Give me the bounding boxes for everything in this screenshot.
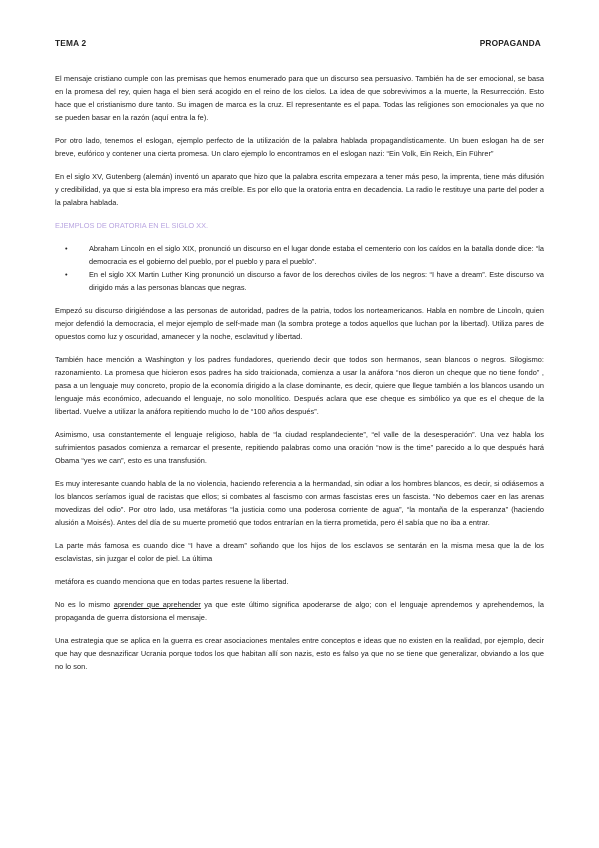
list-item-text: En el siglo XX Martin Luther King pronunció un discurso a favor de los derechos civiles de los negros: “I have a dream”. Este discurso va dirigido más a las personas blancas que negras. xyxy=(89,270,544,292)
bullet-icon: • xyxy=(65,270,68,279)
paragraph-lenguaje-religioso: Asimismo, usa constantemente el lenguaje religioso, habla de “la ciudad resplandeciente”, “el valle de la desesperación”. Una vez habla los sufrimientos pasados comienza a remarcar el presente, repitiendo palabras como una oración “now is the time” parecido a lo que después hará Obama “yes we can”, esto es una transfusión. xyxy=(55,430,544,465)
list-item-text: Abraham Lincoln en el siglo XIX, pronunció un discurso en el lugar donde estaba el cementerio con los caídos en la batalla donde dice: “la democracia es el gobierno del pueblo, por el pueblo y para el pueblo”. xyxy=(89,244,544,266)
underlined-phrase: aprender que aprehender xyxy=(113,600,201,609)
paragraph-metafora-libertad: metáfora es cuando menciona que en todas partes resuene la libertad. xyxy=(55,577,289,586)
paragraph-imprenta: En el siglo XV, Gutenberg (alemán) inventó un aparato que hizo que la palabra escrita empezara a tener más peso, la imprenta, tiene más difusión y credibilidad, ya que si esta bla impreso era más creíble. Es por ello que la oratoria entra en decadencia. La radio le restituye una parte del poder a la palabra hablada. xyxy=(55,172,544,207)
header-title: PROPAGANDA xyxy=(479,38,541,48)
section-heading: EJEMPLOS DE ORATORIA EN EL SIGLO XX. xyxy=(55,221,209,230)
paragraph-estrategia-guerra: Una estrategia que se aplica en la guerra es crear asociaciones mentales entre conceptos e ideas que no existen en la realidad, por ejemplo, decir que hay que desnazificar Ucrania porque todos los que habitan allí son nazis, esto es falso ya que no se tiene que generalizar, obviando a los que no lo son. xyxy=(55,636,544,671)
paragraph-eslogan: Por otro lado, tenemos el eslogan, ejemplo perfecto de la utilización de la palabra hablada propagandísticamente. Un buen eslogan ha de ser breve, eufórico y contener una cierta promesa. Un claro ejemplo lo encontramos en el eslogan nazi: “Ein Volk, Ein Reich, Ein Führer” xyxy=(55,136,544,158)
list-item xyxy=(65,242,544,268)
bullet-icon: • xyxy=(65,244,68,253)
text-after: ya que este último significa apoderarse de algo; con el lenguaje aprendemos y aprehendemos, la propaganda de guerra distorsiona el mensaje. xyxy=(55,600,544,622)
document-body xyxy=(55,72,544,683)
paragraph-aprender xyxy=(55,598,544,624)
paragraph-no-violencia: Es muy interesante cuando habla de la no violencia, haciendo referencia a la hermandad, sin odiar a los hombres blancos, es decir, si odiásemos a los blancos seríamos igual de racistas que ellos; si combates al fascismo con armas fascistas eres un fascista. “No debemos caer en las arenas movedizas del odio”. Por otro lado, usa metáforas “la justicia como una poderosa corriente de agua”, “la montaña de la esperanza” (haciendo alusión a Moisés). Antes del día de su muerte prometió que todos entrarían en la tierra prometida, pero él sabía que no iba a entrar. xyxy=(55,479,544,527)
text-before: No es lo mismo xyxy=(55,600,114,609)
paragraph-cristianismo: El mensaje cristiano cumple con las premisas que hemos enumerado para que un discurso sea persuasivo. También ha de ser emocional, se basa en la promesa del rey, quien haga el bien será acogido en el reino de los cielos. La idea de que sobrevivimos a la muerte, la Resurrección. Esto hace que el cristianismo dure tanto. Su imagen de marca es la cruz. El representante es el papa. Todas las religiones son emocionales ya que no se pueden basar en la razón (aquí entra la fe). xyxy=(55,74,544,122)
page-header xyxy=(55,38,541,52)
paragraph-washington: También hace mención a Washington y los padres fundadores, queriendo decir que todos son hermanos, sean blancos o negros. Silogismo: razonamiento. La promesa que hicieron esos padres ha sido traicionada, comienza a usar la anáfora “nos dieron un cheque que no tiene fondo” , pasa a un lenguaje muy concreto, propio de la economía dirigido a la clase dominante, es decir, quiere que llegue también a los blancos usando un lenguaje más económico, adecuando el lenguaje, no solo monolítico. Después aclara que ese cheque es simbólico ya que es el cheque de la libertad. Vuelve a utilizar la anáfora repitiendo mucho lo de “100 años después”. xyxy=(55,355,544,416)
header-topic: TEMA 2 xyxy=(55,38,87,48)
paragraph-i-have-a-dream: La parte más famosa es cuando dice “I have a dream” soñando que los hijos de los esclavos se sentarán en la misma mesa que la de los esclavistas, sin juzgar el color de piel. La última xyxy=(55,541,544,563)
paragraph-discurso: Empezó su discurso dirigiéndose a las personas de autoridad, padres de la patria, todos los norteamericanos. Habla en nombre de Lincoln, quien mejor defendió la democracia, el mejor ejemplo de self-made man (la sombra protege a todos aquellos que luchan por la libertad). Utiliza pares de opuestos como luz y oscuridad, amanecer y la noche, esclavitud y libertad. xyxy=(55,306,544,341)
bullet-list xyxy=(55,242,544,294)
list-item xyxy=(65,268,544,294)
